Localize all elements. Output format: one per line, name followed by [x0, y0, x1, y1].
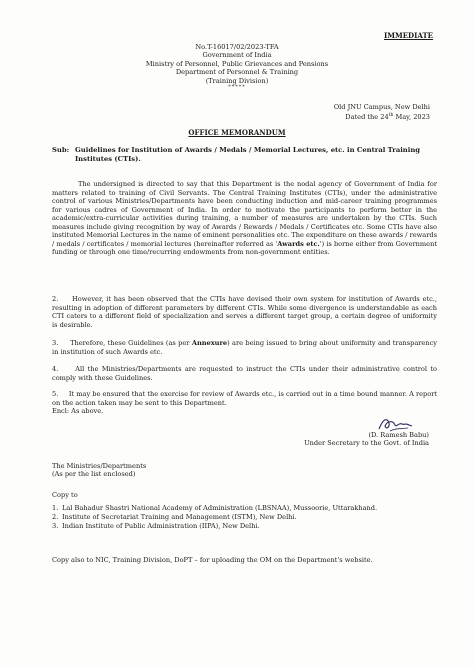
memo-title: OFFICE MEMORANDUM: [188, 128, 286, 137]
list-item: 1. Lal Bahadur Shastri National Academy of Administration (LBSNAA), Mussoorie, Uttarakhand.: [52, 504, 378, 512]
paragraph-4: 4. All the Ministries/Departments are requested to instruct the CTIs under their administrative control to comply with these Guidelines.: [52, 365, 437, 382]
letterhead: [0, 43, 474, 90]
subject: [52, 146, 437, 163]
department-line: Department of Personnel & Training: [175, 68, 299, 77]
date: Dated the 24th May, 2023: [345, 112, 430, 121]
division-line: (Training Division): [205, 76, 269, 85]
signature-block: [304, 431, 429, 448]
separator-stars: *****: [228, 84, 246, 91]
priority-label: IMMEDIATE: [383, 31, 433, 40]
paragraph-2: 2. However, it has been observed that the CTIs have devised their own system for institution of Awards etc., resulting in adoption of different parameters by different CTIs. While some divergence is understandable as each CTI caters to a different field of specialization and serves a different target group, a certain degree of uniformity is desirable.: [52, 295, 438, 329]
paragraph-1: The undersigned is directed to say that this Department is the nodal agency of Government of India for matters related to training of Civil Servants. The Central Training Institutes (CTIs), under the administrative control of various Ministries/Departments have been conducting induction and mid-career training programmes for various cadres of Government of India. In order to motivate the participants to perform better in the academic/extra-curricular activities during training, a number of measures are undertaken by the CTIs. Such measures include giving recognition by way of Awards / Rewards / Medals / Certificates etc. Some CTIs have also instituted Memorial Lectures in the name of eminent personalities etc. The expenditure on these awards / rewards / medals / certificates / memorial lectures (hereinafter referred as 'Awards etc.') is borne either from Government funding or through one time/recurring endowments from non-government entities.: [52, 180, 437, 257]
enclosure-note: Encl: As above.: [52, 407, 104, 416]
list-item: 3. Indian Institute of Public Administration (IIPA), New Delhi.: [52, 521, 260, 530]
list-item: 2. Institute of Secretariat Training and Management (ISTM), New Delhi.: [52, 512, 297, 521]
ministry-line: Ministry of Personnel, Public Grievances and Pensions: [145, 59, 329, 68]
address: Old JNU Campus, New Delhi: [333, 103, 430, 111]
paragraph-5: 5. It may be ensured that the exercise for review of Awards etc., is carried out in a time bound manner. A report on the action taken may be sent to this Department. Encl: As above.: [52, 390, 437, 416]
place-date: [334, 103, 430, 121]
signatory-name: (D. Ramesh Babu): [368, 431, 429, 439]
addressee: The Ministries/Departments (As per the list enclosed): [52, 462, 147, 479]
copy-to-label: Copy to: [52, 491, 78, 499]
subject-text: Guidelines for Institution of Awards / Medals / Memorial Lectures, etc. in Central Training Institutes (CTIs).: [75, 146, 421, 163]
file-number: No.T-16017/02/2023-TFA: [195, 43, 279, 51]
paragraph-3: 3. Therefore, these Guidelines (as per Annexure) are being issued to bring about uniformity and transparency in institution of such Awards etc.: [52, 339, 437, 356]
govt-line: Government of India: [202, 51, 272, 60]
copy-also-note: Copy also to NIC, Training Division, DoPT – for uploading the OM on the Department's website.: [52, 556, 373, 564]
signatory-designation: Under Secretary to the Govt. of India: [304, 439, 429, 448]
subject-label: Sub:: [52, 146, 70, 154]
copy-to-list: [52, 504, 437, 531]
